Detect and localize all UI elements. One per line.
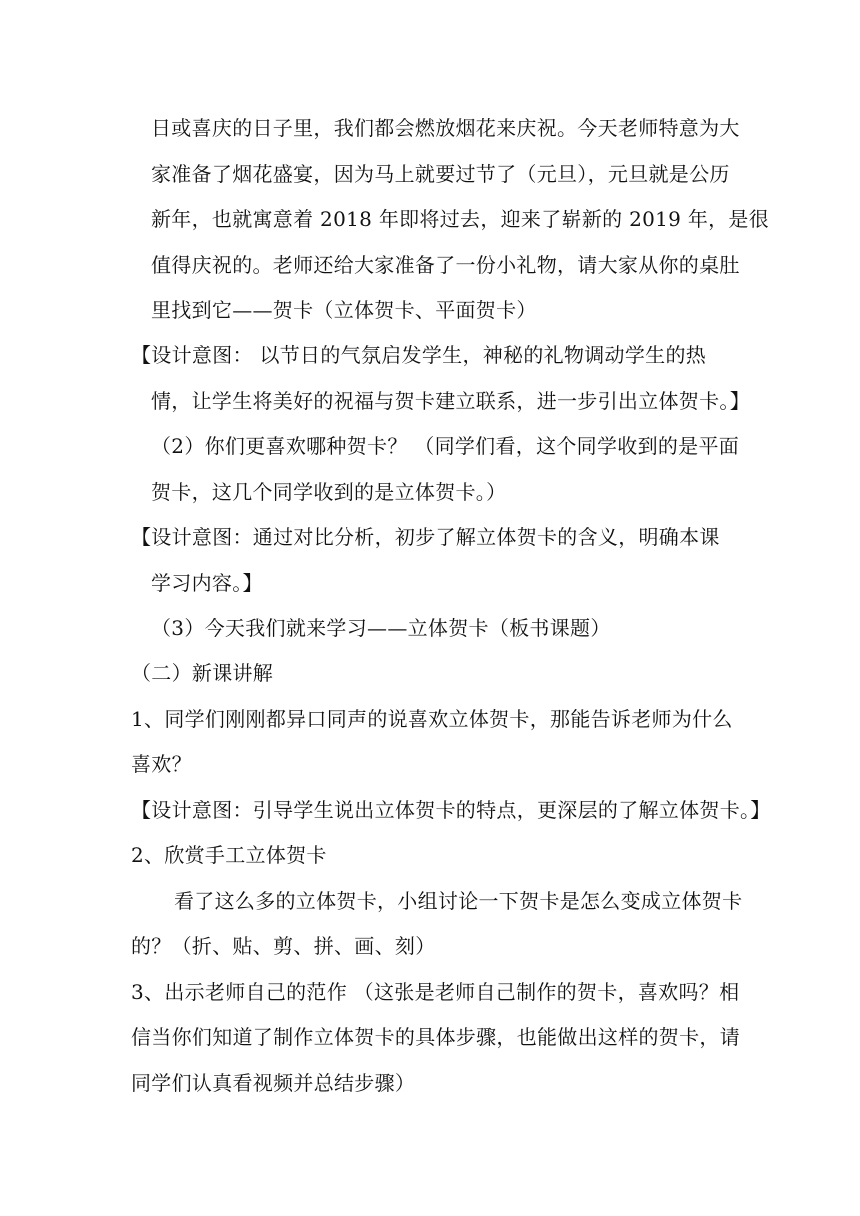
design-intent-line: 【设计意图：通过对比分析，初步了解立体贺卡的含义，明确本课 [131, 525, 720, 549]
numbered-item: 2、欣赏手工立体贺卡 [131, 843, 327, 867]
body-line: 新年，也就寓意着 2018 年即将过去，迎来了崭新的 2019 年，是很 [151, 207, 770, 231]
body-line: 贺卡，这几个同学收到的是立体贺卡。） [151, 480, 507, 504]
body-line: 看了这么多的立体贺卡，小组讨论一下贺卡是怎么变成立体贺卡 [174, 889, 743, 913]
question-line: （2）你们更喜欢哪种贺卡？ （同学们看，这个同学收到的是平面 [151, 434, 740, 458]
body-line: （3）今天我们就来学习——立体贺卡（板书课题） [151, 616, 611, 640]
numbered-item: 1、同学们刚刚都异口同声的说喜欢立体贺卡，那能告诉老师为什么 [131, 707, 733, 731]
body-line: 里找到它——贺卡（立体贺卡、平面贺卡） [151, 298, 537, 322]
design-intent-line: 情，让学生将美好的祝福与贺卡建立联系，进一步引出立体贺卡。】 [151, 389, 750, 413]
design-intent-line: 学习内容。】 [151, 571, 263, 595]
body-line: 日或喜庆的日子里，我们都会燃放烟花来庆祝。今天老师特意为大 [151, 116, 740, 140]
section-heading: （二）新课讲解 [131, 661, 274, 685]
body-line: 同学们认真看视频并总结步骤） [131, 1071, 416, 1095]
body-line: 家准备了烟花盛宴，因为马上就要过节了（元旦），元旦就是公历 [151, 162, 730, 186]
body-line: 的？（折、贴、剪、拼、画、刻） [131, 934, 436, 958]
body-line: 值得庆祝的。老师还给大家准备了一份小礼物，请大家从你的桌肚 [151, 253, 740, 277]
design-intent-line: 【设计意图： 以节日的气氛启发学生，神秘的礼物调动学生的热 [131, 343, 707, 367]
design-intent-line: 【设计意图：引导学生说出立体贺卡的特点，更深层的了解立体贺卡。】 [131, 798, 771, 822]
body-line: 喜欢？ [131, 752, 192, 776]
body-line: 信当你们知道了制作立体贺卡的具体步骤，也能做出这样的贺卡，请 [131, 1025, 740, 1049]
numbered-item: 3、出示老师自己的范作 （这张是老师自己制作的贺卡，喜欢吗？相 [131, 980, 740, 1004]
